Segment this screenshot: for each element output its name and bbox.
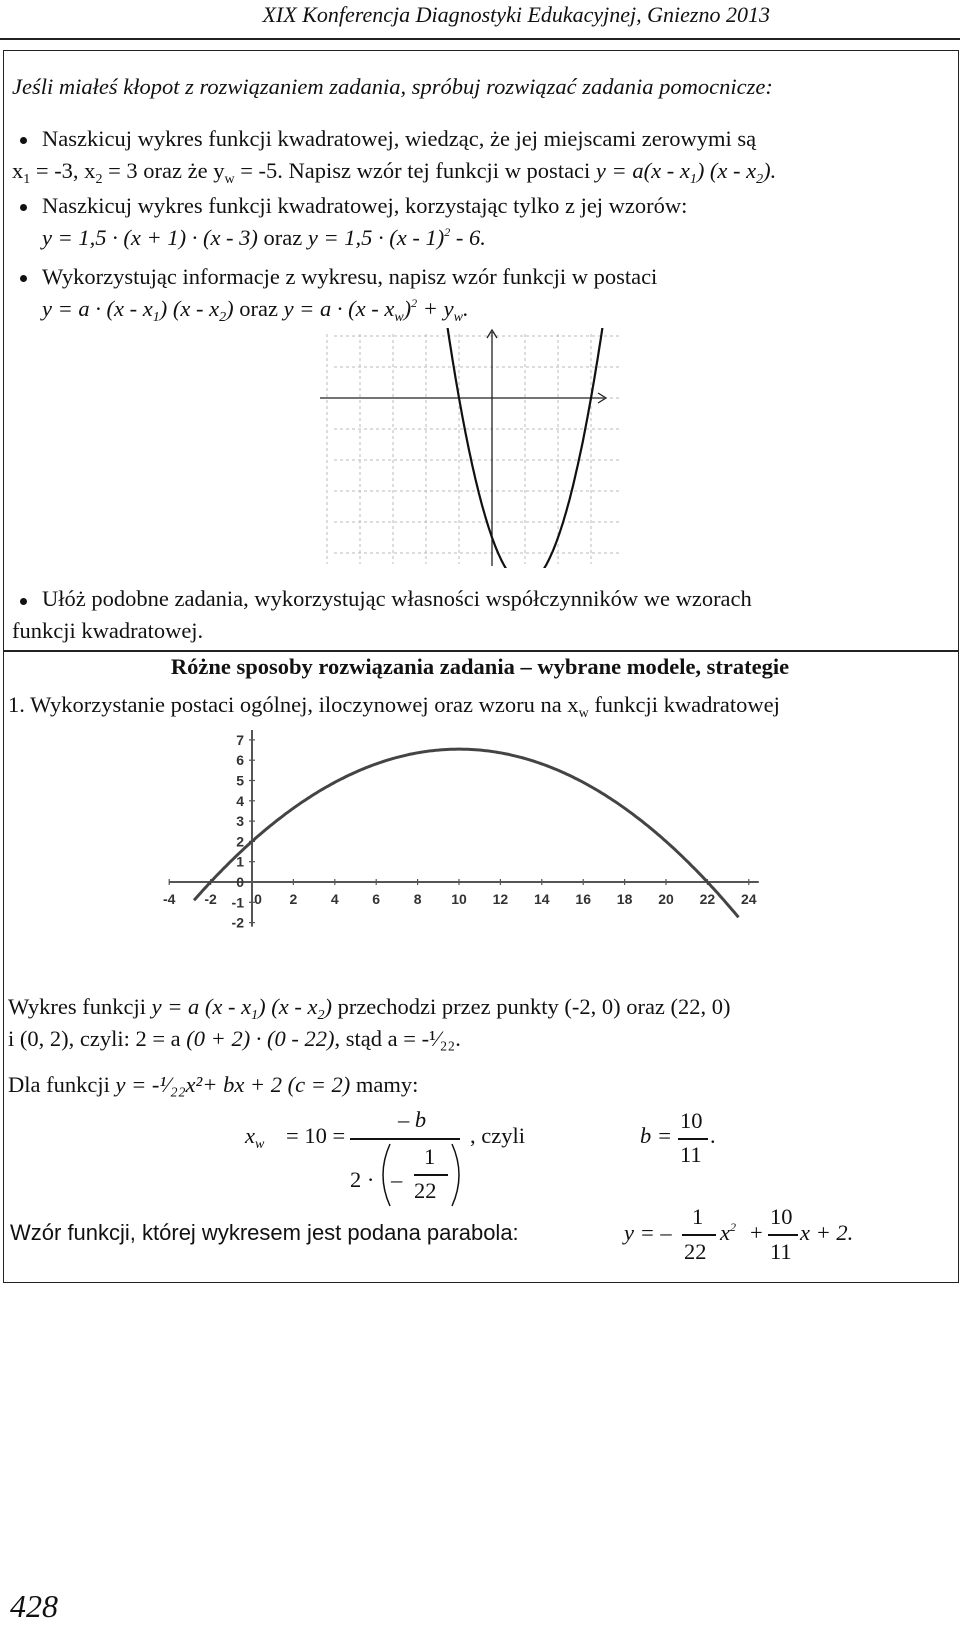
parabola-graph-chart bbox=[160, 730, 800, 970]
x-tick-label: 24 bbox=[741, 891, 757, 907]
solution-line-2: i (0, 2), czyli: 2 = a (0 + 2) · (0 - 22), stąd a = -¹⁄₂₂. bbox=[8, 1026, 461, 1051]
x-tick-label: 18 bbox=[616, 891, 633, 907]
page-number: 428 bbox=[10, 1588, 58, 1624]
bullet-3-line-1: Wykorzystując informacje z wykresu, napisz wzór funkcji w postaci bbox=[42, 264, 658, 289]
xw-equals: = 10 = bbox=[286, 1123, 346, 1148]
intro-text: Jeśli miałeś kłopot z rozwiązaniem zadania, spróbuj rozwiązać zadania pomocnicze: bbox=[12, 74, 773, 99]
bullet-1-line-1: Naszkicuj wykres funkcji kwadratowej, wiedząc, że jej miejscami zerowymi są bbox=[42, 126, 757, 151]
final-den-1: 22 bbox=[684, 1239, 707, 1264]
running-header bbox=[0, 0, 960, 40]
y-tick-label: 6 bbox=[236, 752, 244, 769]
x-tick-label: 20 bbox=[658, 891, 674, 907]
x-tick-label: -4 bbox=[162, 891, 176, 907]
x-tick-label: 0 bbox=[254, 891, 262, 907]
final-num-1: 1 bbox=[692, 1204, 704, 1229]
b-period: . bbox=[710, 1123, 716, 1148]
x-tick-label: 4 bbox=[330, 891, 339, 907]
solution-line-3: Dla funkcji y = -¹⁄₂₂x²+ bx + 2 (c = 2) mamy: bbox=[8, 1072, 419, 1097]
inner-denominator: 22 bbox=[414, 1178, 437, 1203]
final-y: y = – bbox=[624, 1220, 672, 1245]
final-formula-text: Wzór funkcji, której wykresem jest podana parabola: bbox=[10, 1220, 519, 1245]
bullet-3-line-2: $y = a \cdot (x - x_1)$ $(x - x_2)$ oraz $y = a \cdot (x - x_w)^2 + y_w$. bbox=[42, 296, 469, 325]
y-tick-label: 5 bbox=[236, 772, 244, 789]
bullet-1-line-2: $x_1 = -3$, $x_2 = 3$ oraz że $y_w = -5$. Napisz wzór tej funkcji w postaci $y = a(x - x_1)$ $(x - x_2)$. bbox=[12, 158, 777, 187]
bullet-4-line-1: Ułóż podobne zadania, wykorzystując własności współczynników we wzorach bbox=[42, 586, 752, 611]
y-tick-label: 4 bbox=[236, 792, 244, 809]
bullet-2-line-1: Naszkicuj wykres funkcji kwadratowej, korzystając tylko z jej wzorów: bbox=[42, 193, 688, 218]
final-plus: + bbox=[750, 1220, 763, 1245]
b-equals: b = bbox=[640, 1123, 673, 1148]
bullet-dot bbox=[20, 137, 27, 144]
bullet-dot bbox=[20, 598, 27, 605]
header-rule bbox=[0, 38, 960, 40]
x-tick-label: 12 bbox=[492, 891, 509, 907]
y-tick-label: 1 bbox=[236, 853, 244, 870]
fraction-numerator: – b bbox=[398, 1107, 427, 1132]
x-tick-label: 8 bbox=[413, 891, 422, 907]
x-tick-label: 22 bbox=[699, 891, 716, 907]
final-bar-2 bbox=[768, 1234, 798, 1236]
x-tick-label: -2 bbox=[204, 891, 217, 907]
xw-symbol: $x_w$ bbox=[245, 1123, 265, 1152]
bullet-4-line-2: funkcji kwadratowej. bbox=[12, 618, 204, 643]
b-denominator: 11 bbox=[680, 1142, 702, 1167]
final-rest: x + 2. bbox=[800, 1220, 854, 1245]
final-num-2: 10 bbox=[770, 1204, 793, 1229]
y-tick-label: -1 bbox=[231, 894, 244, 911]
czyli-text: , czyli bbox=[470, 1123, 525, 1148]
header-title: XIX Konferencja Diagnostyki Edukacyjnej, Gniezno 2013 bbox=[262, 2, 770, 27]
y-tick-label: -2 bbox=[231, 914, 244, 931]
x-tick-label: 6 bbox=[372, 891, 381, 907]
final-den-2: 11 bbox=[770, 1239, 792, 1264]
inner-numerator: 1 bbox=[424, 1144, 436, 1169]
inner-minus: – bbox=[391, 1167, 403, 1192]
final-x2: $x^2$ bbox=[720, 1220, 736, 1245]
parabola-sketch-chart bbox=[320, 328, 640, 568]
fraction-denominator-two: 2 · bbox=[350, 1167, 375, 1192]
x-tick-label: 14 bbox=[534, 891, 550, 907]
x-tick-label: 16 bbox=[575, 891, 591, 907]
final-bar-1 bbox=[682, 1234, 716, 1236]
method-1-heading: 1. Wykorzystanie postaci ogólnej, iloczynowej oraz wzoru na $x_w$ funkcji kwadratowej bbox=[8, 692, 780, 721]
bullet-dot bbox=[20, 275, 27, 282]
b-numerator: 10 bbox=[680, 1108, 703, 1133]
bullet-dot bbox=[20, 204, 27, 211]
y-tick-label: 2 bbox=[236, 833, 244, 850]
y-tick-label: 3 bbox=[236, 813, 244, 830]
y-tick-label: 7 bbox=[236, 731, 244, 748]
solution-line-1: Wykres funkcji y = a $(x - x_1)$ $(x - x_2)$ przechodzi przez punkty (-2, 0) oraz (22, 0) bbox=[8, 994, 731, 1023]
y-tick-label: 0 bbox=[236, 874, 244, 890]
bullet-2-line-2: y = 1,5 · (x + 1) · (x - 3) oraz y = 1,5 · (x - 1)$^2$ - 6. bbox=[42, 225, 486, 250]
section-title: Różne sposoby rozwiązania zadania – wybrane modele, strategie bbox=[170, 654, 790, 679]
x-tick-label: 10 bbox=[451, 891, 467, 907]
x-tick-label: 2 bbox=[289, 891, 298, 907]
